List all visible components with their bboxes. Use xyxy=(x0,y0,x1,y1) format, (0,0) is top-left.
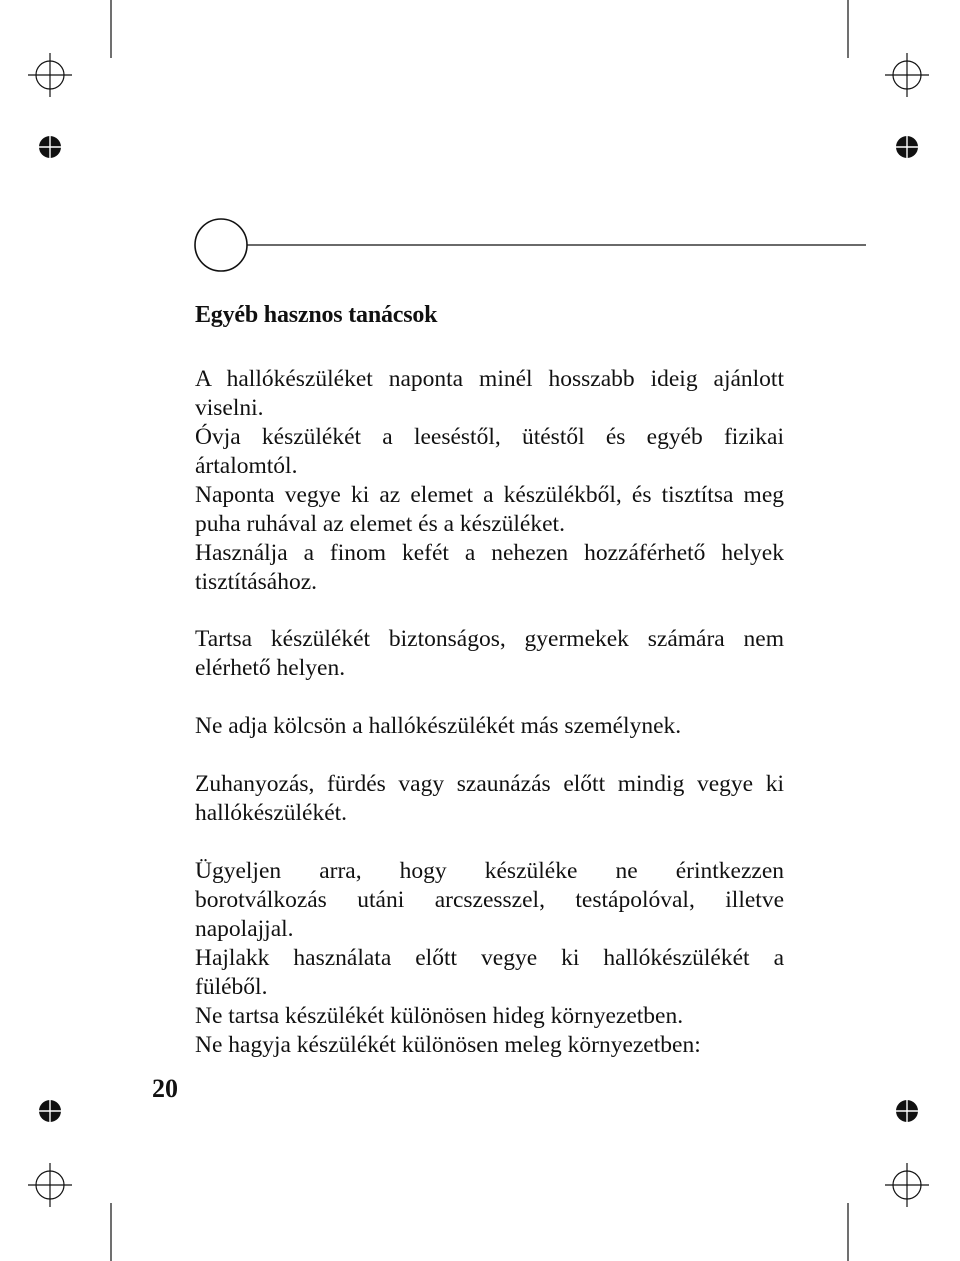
text-line: Ne adja kölcsön a hallókészülékét más személynek. xyxy=(195,713,682,739)
text-line: Naponta vegye ki az elemet a készülékből, és tisztítsa meg xyxy=(195,482,784,508)
text-line: Ügyeljen arra, hogy készüléke ne érintkezzen xyxy=(195,858,784,884)
registration-dot-icon xyxy=(893,1097,921,1125)
registration-crosshair-icon xyxy=(885,1163,929,1207)
paragraph-chemicals-temperature xyxy=(195,857,784,1060)
text-line: füléből. xyxy=(195,974,268,1000)
registration-crosshair-icon xyxy=(28,1163,72,1207)
registration-dot-icon xyxy=(893,133,921,161)
text-line: Használja a finom kefét a nehezen hozzáférhető helyek xyxy=(195,540,784,566)
registration-crosshair-icon xyxy=(28,53,72,97)
text-line: Hajlakk használata előtt vegye ki hallókészülékét a xyxy=(195,945,784,971)
text-line: Tartsa készülékét biztonságos, gyermekek számára nem xyxy=(195,626,784,652)
registration-dot-icon xyxy=(36,133,64,161)
text-line: viselni. xyxy=(195,395,264,421)
paragraph-no-lending xyxy=(195,712,784,741)
text-line: Ne hagyja készülékét különösen meleg környezetben: xyxy=(195,1032,701,1058)
text-line: ártalomtól. xyxy=(195,453,298,479)
header-circle xyxy=(195,219,247,271)
text-line: puha ruhával az elemet és a készüléket. xyxy=(195,511,565,537)
paragraph-water-exposure xyxy=(195,770,784,828)
text-line: Ne tartsa készülékét különösen hideg környezetben. xyxy=(195,1003,684,1029)
paragraph-child-safety xyxy=(195,625,784,683)
registration-dot-icon xyxy=(36,1097,64,1125)
paragraph-general-care xyxy=(195,365,784,597)
page-number: 20 xyxy=(152,1074,178,1103)
registration-crosshair-icon xyxy=(885,53,929,97)
text-line: Zuhanyozás, fürdés vagy szaunázás előtt mindig vegye ki xyxy=(195,771,784,797)
text-line: napolajjal. xyxy=(195,916,294,942)
text-line: borotválkozás utáni arcszesszel, testápolóval, illetve xyxy=(195,887,784,913)
text-line: hallókészülékét. xyxy=(195,800,348,826)
section-heading: Egyéb hasznos tanácsok xyxy=(195,302,438,328)
text-line: A hallókészüléket naponta minél hosszabb ideig ajánlott xyxy=(195,366,784,392)
text-line: tisztításához. xyxy=(195,569,318,595)
text-line: elérhető helyen. xyxy=(195,655,346,681)
text-line: Óvja készülékét a leeséstől, ütéstől és egyéb fizikai xyxy=(195,424,784,450)
